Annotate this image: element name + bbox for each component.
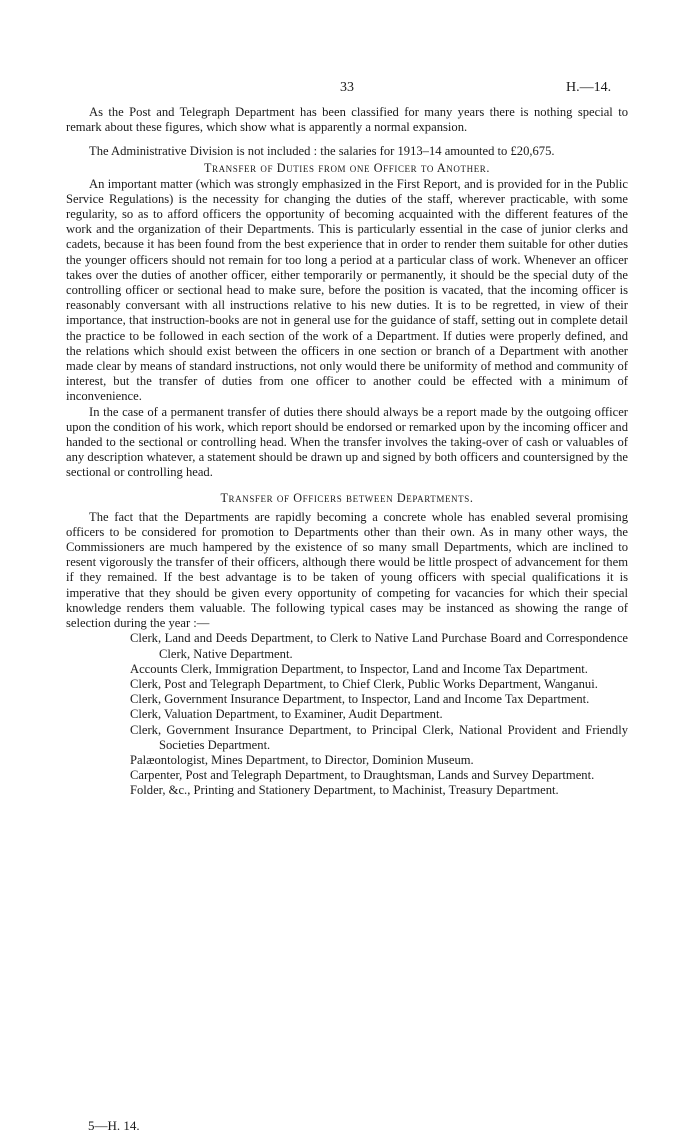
list-item: Palæontologist, Mines Department, to Director, Dominion Museum.	[130, 752, 474, 767]
list-item: Clerk, Government Insurance Department, to Principal Clerk, National Provident and Friendly Societies Department.	[130, 722, 628, 752]
list-item: Clerk, Land and Deeds Department, to Clerk to Native Land Purchase Board and Correspondence Clerk, Native Department.	[130, 631, 628, 661]
list-item: Accounts Clerk, Immigration Department, to Inspector, Land and Income Tax Department.	[130, 661, 588, 676]
paragraph-administrative: The Administrative Division is not included : the salaries for 1913–14 amounted to £20,675.	[89, 144, 555, 159]
paragraph-permanent-transfer: In the case of a permanent transfer of duties there should always be a report made by the outgoing officer upon the condition of his work, which report should be endorsed or remarked upon by the incoming officer and handed to the sectional or controlling head. When the transfer involves the taking-over of cash or valuables of any description whatever, a statement should be drawn up and signed by both officers and countersigned by the sectional or controlling head.	[66, 404, 628, 480]
list-item: Carpenter, Post and Telegraph Department, to Draughtsman, Lands and Survey Department.	[130, 768, 595, 783]
list-item: Clerk, Government Insurance Department, to Inspector, Land and Income Tax Department.	[130, 692, 590, 707]
section-heading-transfer-duties: Transfer of Duties from one Officer to Another.	[203, 160, 491, 175]
paragraph-transfer-officers: The fact that the Departments are rapidly becoming a concrete whole has enabled several promising officers to be considered for promotion to Departments other than their own. As in many other ways, the Commissioners are much hampered by the existence of so many small Departments, which are inclined to resent vigorously the transfer of their officers, although there would be little prospect of advancement for them if they remained. If the best advantage is to be taken of young officers with special qualifications it is imperative that they should be given every opportunity of competing for vacancies for which their special knowledge renders them valuable. The following typical cases may be instanced as showing the range of selection during the year :—	[66, 509, 628, 631]
printer-signature: 5—H. 14.	[88, 1118, 140, 1133]
list-item: Clerk, Valuation Department, to Examiner, Audit Department.	[130, 707, 443, 722]
list-item: Clerk, Post and Telegraph Department, to Chief Clerk, Public Works Department, Wanganui.	[130, 676, 598, 691]
section-heading-transfer-officers: Transfer of Officers between Departments.	[220, 490, 474, 505]
document-reference: H.—14.	[566, 80, 612, 95]
selection-list	[66, 631, 628, 798]
paragraph-transfer-duties: An important matter (which was strongly emphasized in the First Report, and is provided for in the Public Service Regulations) is the necessity for changing the duties of the staff, wherever practicable, with some regularity, so as to afford officers the opportunity of becoming acquainted with the different features of the work and the organization of their Departments. This is particularly essential in the case of junior clerks and cadets, because it has been found from the best experience that in order to render them suitable for other duties the younger officers should not remain for too long a period at a particular class of work. Whenever an officer takes over the duties of another officer, either temporarily or permanently, it should be the special duty of the controlling officer or sectional head to make sure, before the position is vacated, that the incoming officer is reasonably conversant with all instructions relative to his new duties. It is to be regretted, in view of their importance, that instruction-books are not in general use for the guidance of staff, setting out in complete detail the practice to be followed in each section of the work of a Department. If duties were properly defined, and the relations which should exist between the officers in one section or branch of a Department with another made clear by means of standard instructions, not only would there be uniformity of method and community of interest, but the transfer of duties from one officer to another could be effected with a minimum of inconvenience.	[66, 176, 628, 404]
page-number: 33	[340, 80, 354, 95]
list-item: Folder, &c., Printing and Stationery Department, to Machinist, Treasury Department.	[130, 783, 559, 798]
body-text	[66, 100, 628, 799]
page-header	[0, 80, 700, 100]
paragraph-expansion: As the Post and Telegraph Department has been classified for many years there is nothing special to remark about these figures, which show what is apparently a normal expansion.	[66, 105, 628, 135]
